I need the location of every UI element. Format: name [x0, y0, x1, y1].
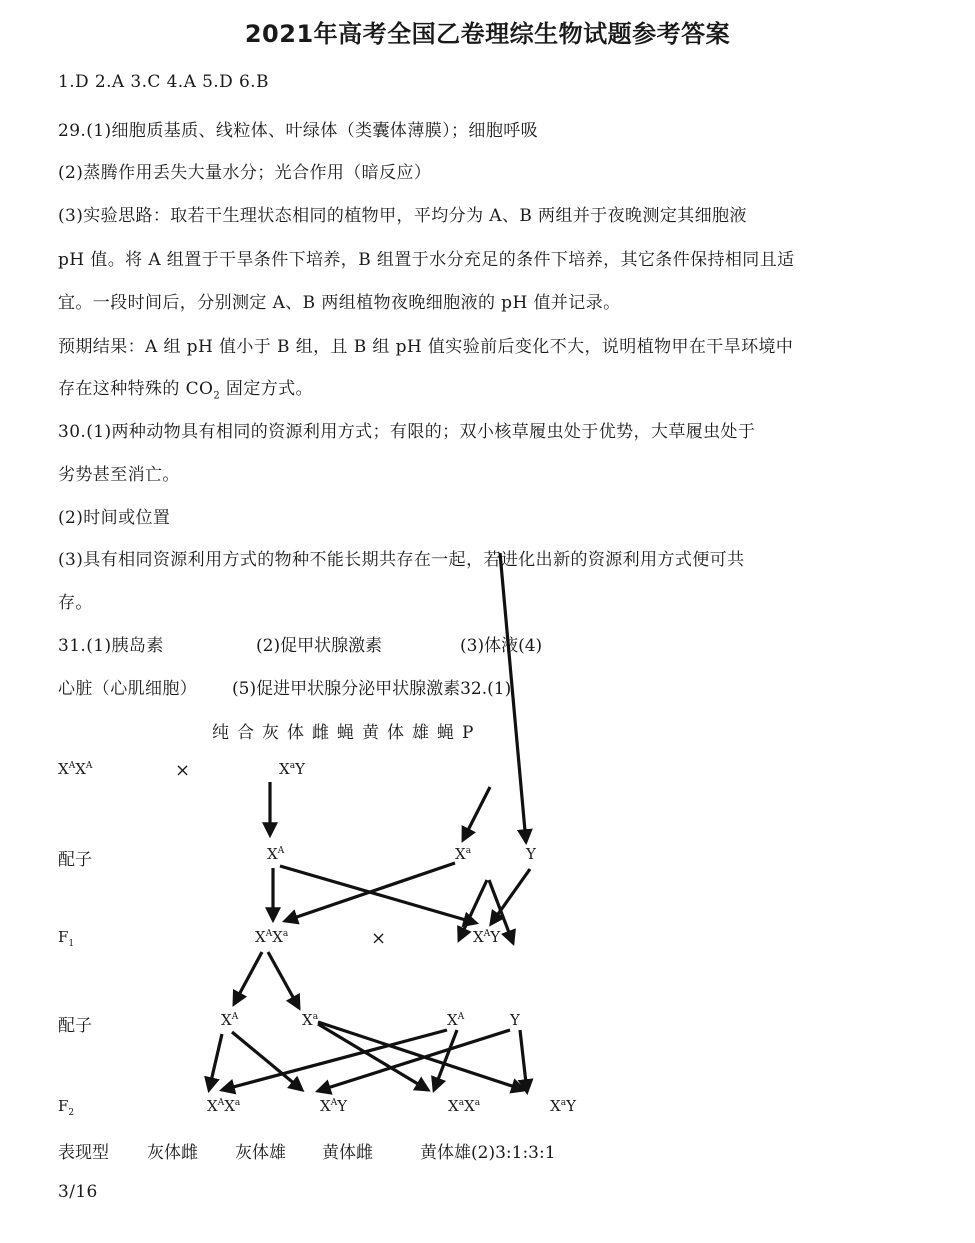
gamete2-xa-dominant-male: $X^A$	[447, 1011, 465, 1029]
answer-30-3-line2: 存。	[58, 593, 93, 613]
answer-31-3: (3)体液(4)	[460, 636, 543, 656]
arrow-f1-female-to-xa-low	[268, 952, 299, 1008]
page-number: 3/16	[58, 1182, 98, 1202]
page-title: 2021年高考全国乙卷理综生物试题参考答案	[244, 20, 731, 48]
arrow-xa-to-f1-male	[280, 866, 476, 923]
answer-29-1: 29.(1)细胞质基质、线粒体、叶绿体（类囊体薄膜）；细胞呼吸	[58, 121, 539, 141]
gamete1-y: Y	[526, 845, 536, 863]
answer-31-5: (5)促进甲状腺分泌甲状腺激素32.(1)	[232, 679, 512, 699]
co2-prefix: 存在这种特殊的 CO	[58, 379, 214, 399]
arrow-g2-3	[318, 1024, 428, 1090]
arrow-xa-low-to-f1-female	[285, 863, 455, 921]
gamete2-y: Y	[510, 1011, 520, 1029]
co2-suffix: 固定方式。	[220, 379, 313, 399]
f2-genotype-4: $X^aY$	[550, 1097, 576, 1115]
cross-symbol-f1: ×	[371, 928, 387, 949]
cross-header: 纯合灰体雌蝇黄体雄蝇P	[212, 723, 482, 743]
f2-genotype-2: $X^AY$	[320, 1097, 348, 1115]
f2-genotype-3: $X^aX^a$	[448, 1097, 481, 1115]
p-female-genotype: $X^AX^A$	[58, 760, 93, 778]
phenotype-1: 灰体雌	[147, 1143, 198, 1163]
row-label-gamete-1: 配子	[58, 850, 92, 870]
gamete2-xa-dominant: $X^A$	[221, 1011, 239, 1029]
arrow-f1-female-to-xa	[234, 952, 262, 1004]
phenotype-4-and-ratio: 黄体雄(2)3:1:3:1	[420, 1143, 556, 1163]
gamete1-xa-dominant: $X^A$	[267, 845, 285, 863]
phenotype-2: 灰体雄	[235, 1143, 286, 1163]
f2-genotype-1: $X^AX^a$	[207, 1097, 241, 1115]
row-label-gamete-2: 配子	[58, 1016, 92, 1036]
arrow-g2-1	[209, 1034, 222, 1090]
answer-31-2: (2)促甲状腺激素	[256, 636, 383, 656]
answer-29-3-line4: 预期结果：A 组 pH 值小于 B 组，且 B 组 pH 值实验前后变化不大，说明植物甲在干旱环境中	[58, 337, 794, 357]
arrow-g2-2	[232, 1032, 302, 1090]
answer-30-1-line2: 劣势甚至消亡。	[58, 465, 180, 485]
arrow-y-to-f1-male-a	[459, 880, 487, 940]
cross-symbol-p: ×	[175, 760, 191, 781]
co2-subscript: 2	[213, 390, 221, 402]
answer-29-3-line1: (3)实验思路：取若干生理状态相同的植物甲，平均分为 A、B 两组并于夜晚测定其细胞液	[58, 206, 747, 226]
arrow-y-to-f1-male-c	[489, 880, 513, 943]
answer-31-1: 31.(1)胰岛素	[58, 636, 164, 656]
answer-29-2: (2)蒸腾作用丢失大量水分；光合作用（暗反应）	[58, 163, 432, 183]
row-label-f2: $F_2$	[58, 1097, 75, 1118]
arrow-p-male-to-xa	[463, 787, 490, 840]
row-label-phenotype: 表现型	[58, 1143, 109, 1163]
answer-29-3-line2: pH 值。将 A 组置于干旱条件下培养，B 组置于水分充足的条件下培养，其它条件保持相同且适	[58, 250, 795, 270]
answer-31-4: 心脏（心肌细胞）	[58, 679, 198, 699]
answer-30-3-line1: (3)具有相同资源利用方式的物种不能长期共存在一起，若进化出新的资源利用方式便可共	[58, 550, 745, 570]
gamete2-xa-recessive: $X^a$	[302, 1011, 319, 1029]
answer-30-1-line1: 30.(1)两种动物具有相同的资源利用方式；有限的；双小核草履虫处于优势，大草履虫处于	[58, 422, 756, 442]
arrow-g2-8	[520, 1030, 527, 1092]
p-male-genotype: $X^aY$	[279, 760, 305, 778]
f1-male-genotype: $X^AY$	[473, 928, 501, 946]
answer-30-2: (2)时间或位置	[58, 508, 171, 528]
f1-female-genotype: $X^AX^a$	[255, 928, 289, 946]
answer-29-3-line3: 宜。一段时间后，分别测定 A、B 两组植物夜晚细胞液的 pH 值并记录。	[58, 293, 621, 313]
answer-choice: 1.D 2.A 3.C 4.A 5.D 6.B	[58, 72, 269, 92]
phenotype-3: 黄体雌	[322, 1143, 373, 1163]
row-label-f1: $F_1$	[58, 928, 75, 949]
arrow-long	[500, 553, 526, 842]
gamete1-xa-recessive: $X^a$	[455, 845, 472, 863]
